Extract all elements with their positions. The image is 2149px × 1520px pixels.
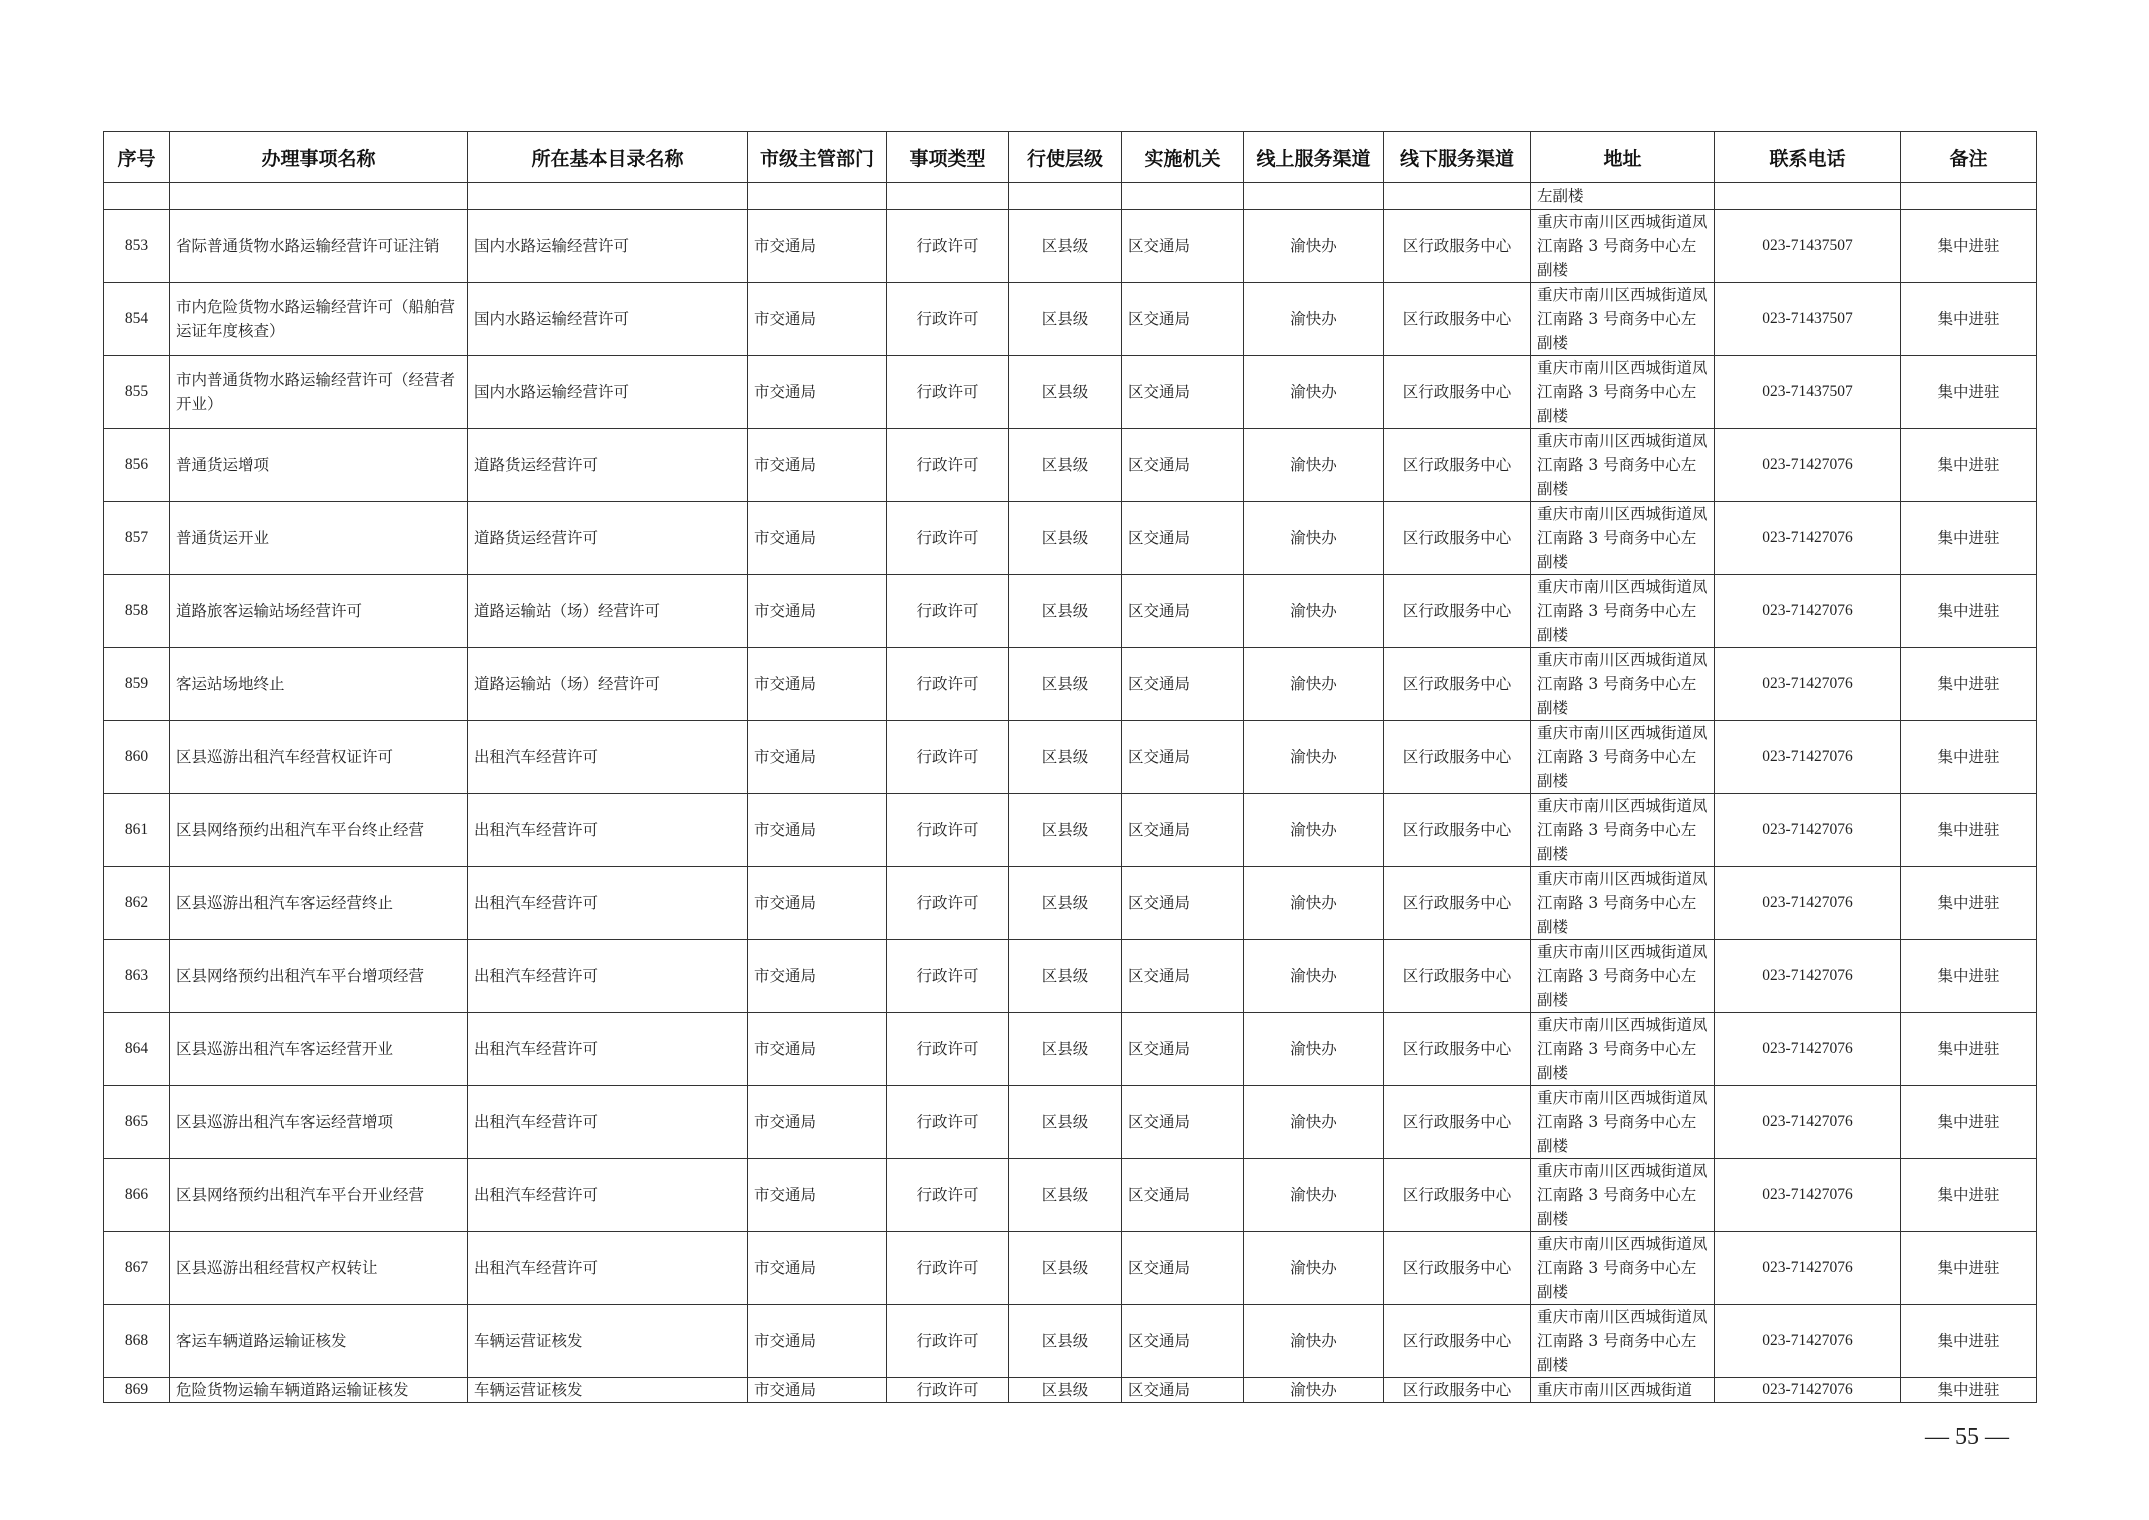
address: 重庆市南川区西城街道凤江南路 3 号商务中心左副楼 <box>1531 1159 1715 1232</box>
offline-channel: 区行政服务中心 <box>1384 940 1531 1013</box>
item-name: 区县巡游出租汽车经营权证许可 <box>170 721 468 794</box>
row-number: 866 <box>104 1159 170 1232</box>
header-remark: 备注 <box>1901 132 2037 183</box>
dept-name: 市交通局 <box>748 940 887 1013</box>
remark: 集中进驻 <box>1901 940 2037 1013</box>
address: 重庆市南川区西城街道凤江南路 3 号商务中心左副楼 <box>1531 1305 1715 1378</box>
row-number: 869 <box>104 1378 170 1403</box>
item-name: 区县巡游出租汽车客运经营终止 <box>170 867 468 940</box>
header-agency: 实施机关 <box>1122 132 1244 183</box>
remark: 集中进驻 <box>1901 721 2037 794</box>
item-type: 行政许可 <box>887 648 1009 721</box>
offline-channel: 区行政服务中心 <box>1384 575 1531 648</box>
dept-name: 市交通局 <box>748 1232 887 1305</box>
exercise-level: 区县级 <box>1009 502 1122 575</box>
row-number: 861 <box>104 794 170 867</box>
exercise-level: 区县级 <box>1009 210 1122 283</box>
table-row <box>104 648 2037 721</box>
row-number: 868 <box>104 1305 170 1378</box>
address: 重庆市南川区西城街道凤江南路 3 号商务中心左副楼 <box>1531 575 1715 648</box>
dept-name: 市交通局 <box>748 502 887 575</box>
address: 重庆市南川区西城街道凤江南路 3 号商务中心左副楼 <box>1531 794 1715 867</box>
agency-name: 区交通局 <box>1122 1086 1244 1159</box>
exercise-level: 区县级 <box>1009 648 1122 721</box>
dept-name: 市交通局 <box>748 794 887 867</box>
address: 重庆市南川区西城街道凤江南路 3 号商务中心左副楼 <box>1531 283 1715 356</box>
header-name: 办理事项名称 <box>170 132 468 183</box>
remark: 集中进驻 <box>1901 575 2037 648</box>
exercise-level: 区县级 <box>1009 794 1122 867</box>
phone-number: 023-71427076 <box>1715 648 1901 721</box>
address: 重庆市南川区西城街道凤江南路 3 号商务中心左副楼 <box>1531 940 1715 1013</box>
remark: 集中进驻 <box>1901 1013 2037 1086</box>
online-channel: 渝快办 <box>1244 356 1384 429</box>
catalog-name: 车辆运营证核发 <box>468 1378 748 1403</box>
online-channel: 渝快办 <box>1244 1159 1384 1232</box>
item-type: 行政许可 <box>887 283 1009 356</box>
exercise-level: 区县级 <box>1009 283 1122 356</box>
item-name: 区县巡游出租经营权产权转让 <box>170 1232 468 1305</box>
header-row <box>104 132 2037 183</box>
phone-number: 023-71427076 <box>1715 1232 1901 1305</box>
online-channel: 渝快办 <box>1244 1378 1384 1403</box>
row-number: 865 <box>104 1086 170 1159</box>
offline-channel: 区行政服务中心 <box>1384 356 1531 429</box>
item-type: 行政许可 <box>887 210 1009 283</box>
online-channel: 渝快办 <box>1244 575 1384 648</box>
exercise-level: 区县级 <box>1009 867 1122 940</box>
address: 重庆市南川区西城街道凤江南路 3 号商务中心左副楼 <box>1531 1232 1715 1305</box>
remark: 集中进驻 <box>1901 1086 2037 1159</box>
remark: 集中进驻 <box>1901 283 2037 356</box>
address: 重庆市南川区西城街道凤江南路 3 号商务中心左副楼 <box>1531 867 1715 940</box>
agency-name: 区交通局 <box>1122 210 1244 283</box>
dept-name: 市交通局 <box>748 1305 887 1378</box>
offline-channel: 区行政服务中心 <box>1384 429 1531 502</box>
item-type: 行政许可 <box>887 1378 1009 1403</box>
exercise-level: 区县级 <box>1009 1232 1122 1305</box>
online-channel: 渝快办 <box>1244 1086 1384 1159</box>
item-type: 行政许可 <box>887 502 1009 575</box>
table-row <box>104 1232 2037 1305</box>
address: 重庆市南川区西城街道凤江南路 3 号商务中心左副楼 <box>1531 502 1715 575</box>
phone-number: 023-71427076 <box>1715 867 1901 940</box>
item-type: 行政许可 <box>887 721 1009 794</box>
item-type: 行政许可 <box>887 429 1009 502</box>
header-type: 事项类型 <box>887 132 1009 183</box>
table-row <box>104 1013 2037 1086</box>
exercise-level: 区县级 <box>1009 575 1122 648</box>
header-level: 行使层级 <box>1009 132 1122 183</box>
agency-name: 区交通局 <box>1122 283 1244 356</box>
phone-number: 023-71427076 <box>1715 794 1901 867</box>
row-number: 853 <box>104 210 170 283</box>
offline-channel: 区行政服务中心 <box>1384 1378 1531 1403</box>
row-number: 854 <box>104 283 170 356</box>
remark: 集中进驻 <box>1901 1305 2037 1378</box>
agency-name: 区交通局 <box>1122 1232 1244 1305</box>
item-name: 客运车辆道路运输证核发 <box>170 1305 468 1378</box>
offline-channel: 区行政服务中心 <box>1384 867 1531 940</box>
dept-name: 市交通局 <box>748 648 887 721</box>
agency-name: 区交通局 <box>1122 794 1244 867</box>
row-number: 860 <box>104 721 170 794</box>
online-channel: 渝快办 <box>1244 940 1384 1013</box>
catalog-name: 出租汽车经营许可 <box>468 721 748 794</box>
dept-name: 市交通局 <box>748 429 887 502</box>
phone-number: 023-71427076 <box>1715 1378 1901 1403</box>
dept-name: 市交通局 <box>748 575 887 648</box>
table-row <box>104 721 2037 794</box>
offline-channel: 区行政服务中心 <box>1384 1159 1531 1232</box>
header-address: 地址 <box>1531 132 1715 183</box>
item-name: 普通货运开业 <box>170 502 468 575</box>
row-number: 862 <box>104 867 170 940</box>
exercise-level: 区县级 <box>1009 1086 1122 1159</box>
row-number: 857 <box>104 502 170 575</box>
row-number: 863 <box>104 940 170 1013</box>
table-row <box>104 210 2037 283</box>
remark: 集中进驻 <box>1901 794 2037 867</box>
item-name: 市内普通货物水路运输经营许可（经营者开业） <box>170 356 468 429</box>
phone-number: 023-71427076 <box>1715 721 1901 794</box>
header-dept: 市级主管部门 <box>748 132 887 183</box>
exercise-level: 区县级 <box>1009 356 1122 429</box>
offline-channel: 区行政服务中心 <box>1384 1013 1531 1086</box>
service-items-table <box>103 131 2037 1403</box>
dept-name: 市交通局 <box>748 1013 887 1086</box>
online-channel: 渝快办 <box>1244 867 1384 940</box>
header-offline: 线下服务渠道 <box>1384 132 1531 183</box>
table-row <box>104 429 2037 502</box>
table-row <box>104 940 2037 1013</box>
offline-channel: 区行政服务中心 <box>1384 648 1531 721</box>
exercise-level: 区县级 <box>1009 1013 1122 1086</box>
table-row <box>104 356 2037 429</box>
catalog-name: 国内水路运输经营许可 <box>468 210 748 283</box>
phone-number: 023-71437507 <box>1715 210 1901 283</box>
phone-number: 023-71427076 <box>1715 502 1901 575</box>
item-name: 区县网络预约出租汽车平台开业经营 <box>170 1159 468 1232</box>
phone-number: 023-71427076 <box>1715 575 1901 648</box>
remark: 集中进驻 <box>1901 502 2037 575</box>
phone-number: 023-71427076 <box>1715 1013 1901 1086</box>
catalog-name: 车辆运营证核发 <box>468 1305 748 1378</box>
online-channel: 渝快办 <box>1244 648 1384 721</box>
catalog-name: 国内水路运输经营许可 <box>468 283 748 356</box>
row-number: 859 <box>104 648 170 721</box>
dept-name: 市交通局 <box>748 1378 887 1403</box>
phone-number: 023-71427076 <box>1715 940 1901 1013</box>
agency-name: 区交通局 <box>1122 648 1244 721</box>
table-row <box>104 1305 2037 1378</box>
agency-name: 区交通局 <box>1122 575 1244 648</box>
item-name: 道路旅客运输站场经营许可 <box>170 575 468 648</box>
table-row <box>104 1159 2037 1232</box>
agency-name: 区交通局 <box>1122 1013 1244 1086</box>
online-channel: 渝快办 <box>1244 1013 1384 1086</box>
address: 重庆市南川区西城街道凤江南路 3 号商务中心左副楼 <box>1531 1013 1715 1086</box>
header-phone: 联系电话 <box>1715 132 1901 183</box>
item-name: 市内危险货物水路运输经营许可（船舶营运证年度核查） <box>170 283 468 356</box>
address: 重庆市南川区西城街道凤江南路 3 号商务中心左副楼 <box>1531 429 1715 502</box>
header-catalog: 所在基本目录名称 <box>468 132 748 183</box>
agency-name: 区交通局 <box>1122 1159 1244 1232</box>
address: 重庆市南川区西城街道凤江南路 3 号商务中心左副楼 <box>1531 648 1715 721</box>
agency-name: 区交通局 <box>1122 502 1244 575</box>
online-channel: 渝快办 <box>1244 283 1384 356</box>
item-name: 区县网络预约出租汽车平台终止经营 <box>170 794 468 867</box>
table-row <box>104 575 2037 648</box>
offline-channel: 区行政服务中心 <box>1384 1305 1531 1378</box>
item-type: 行政许可 <box>887 1013 1009 1086</box>
phone-number: 023-71437507 <box>1715 283 1901 356</box>
online-channel: 渝快办 <box>1244 502 1384 575</box>
offline-channel: 区行政服务中心 <box>1384 794 1531 867</box>
carryover-address: 左副楼 <box>1531 183 1715 210</box>
remark: 集中进驻 <box>1901 429 2037 502</box>
offline-channel: 区行政服务中心 <box>1384 502 1531 575</box>
item-type: 行政许可 <box>887 575 1009 648</box>
catalog-name: 出租汽车经营许可 <box>468 940 748 1013</box>
agency-name: 区交通局 <box>1122 867 1244 940</box>
catalog-name: 国内水路运输经营许可 <box>468 356 748 429</box>
row-number: 855 <box>104 356 170 429</box>
page-number: — 55 — <box>1925 1424 2009 1450</box>
online-channel: 渝快办 <box>1244 1232 1384 1305</box>
table-row <box>104 867 2037 940</box>
phone-number: 023-71437507 <box>1715 356 1901 429</box>
row-number: 858 <box>104 575 170 648</box>
remark: 集中进驻 <box>1901 210 2037 283</box>
address: 重庆市南川区西城街道凤江南路 3 号商务中心左副楼 <box>1531 1086 1715 1159</box>
catalog-name: 道路运输站（场）经营许可 <box>468 575 748 648</box>
item-name: 区县巡游出租汽车客运经营开业 <box>170 1013 468 1086</box>
remark: 集中进驻 <box>1901 648 2037 721</box>
item-name: 普通货运增项 <box>170 429 468 502</box>
offline-channel: 区行政服务中心 <box>1384 283 1531 356</box>
dept-name: 市交通局 <box>748 1086 887 1159</box>
agency-name: 区交通局 <box>1122 940 1244 1013</box>
remark: 集中进驻 <box>1901 867 2037 940</box>
catalog-name: 出租汽车经营许可 <box>468 867 748 940</box>
offline-channel: 区行政服务中心 <box>1384 721 1531 794</box>
exercise-level: 区县级 <box>1009 1378 1122 1403</box>
address: 重庆市南川区西城街道凤江南路 3 号商务中心左副楼 <box>1531 721 1715 794</box>
catalog-name: 道路货运经营许可 <box>468 502 748 575</box>
item-type: 行政许可 <box>887 1305 1009 1378</box>
catalog-name: 道路货运经营许可 <box>468 429 748 502</box>
online-channel: 渝快办 <box>1244 429 1384 502</box>
item-type: 行政许可 <box>887 1086 1009 1159</box>
item-type: 行政许可 <box>887 1232 1009 1305</box>
catalog-name: 出租汽车经营许可 <box>468 1232 748 1305</box>
row-number: 856 <box>104 429 170 502</box>
exercise-level: 区县级 <box>1009 721 1122 794</box>
offline-channel: 区行政服务中心 <box>1384 210 1531 283</box>
dept-name: 市交通局 <box>748 1159 887 1232</box>
header-no: 序号 <box>104 132 170 183</box>
dept-name: 市交通局 <box>748 210 887 283</box>
exercise-level: 区县级 <box>1009 1159 1122 1232</box>
item-name: 省际普通货物水路运输经营许可证注销 <box>170 210 468 283</box>
item-type: 行政许可 <box>887 940 1009 1013</box>
phone-number: 023-71427076 <box>1715 1159 1901 1232</box>
catalog-name: 出租汽车经营许可 <box>468 1013 748 1086</box>
phone-number: 023-71427076 <box>1715 1086 1901 1159</box>
address: 重庆市南川区西城街道凤江南路 3 号商务中心左副楼 <box>1531 356 1715 429</box>
item-type: 行政许可 <box>887 1159 1009 1232</box>
row-number: 864 <box>104 1013 170 1086</box>
agency-name: 区交通局 <box>1122 1378 1244 1403</box>
dept-name: 市交通局 <box>748 721 887 794</box>
dept-name: 市交通局 <box>748 867 887 940</box>
table-row <box>104 1086 2037 1159</box>
remark: 集中进驻 <box>1901 1159 2037 1232</box>
agency-name: 区交通局 <box>1122 429 1244 502</box>
offline-channel: 区行政服务中心 <box>1384 1232 1531 1305</box>
item-type: 行政许可 <box>887 794 1009 867</box>
catalog-name: 出租汽车经营许可 <box>468 1159 748 1232</box>
agency-name: 区交通局 <box>1122 356 1244 429</box>
exercise-level: 区县级 <box>1009 1305 1122 1378</box>
table-row <box>104 283 2037 356</box>
agency-name: 区交通局 <box>1122 721 1244 794</box>
offline-channel: 区行政服务中心 <box>1384 1086 1531 1159</box>
remark: 集中进驻 <box>1901 1232 2037 1305</box>
header-online: 线上服务渠道 <box>1244 132 1384 183</box>
address: 重庆市南川区西城街道 <box>1531 1378 1715 1403</box>
dept-name: 市交通局 <box>748 283 887 356</box>
phone-number: 023-71427076 <box>1715 1305 1901 1378</box>
table-row <box>104 1378 2037 1403</box>
dept-name: 市交通局 <box>748 356 887 429</box>
carryover-row <box>104 183 2037 210</box>
table-row <box>104 502 2037 575</box>
address: 重庆市南川区西城街道凤江南路 3 号商务中心左副楼 <box>1531 210 1715 283</box>
catalog-name: 出租汽车经营许可 <box>468 794 748 867</box>
exercise-level: 区县级 <box>1009 940 1122 1013</box>
remark: 集中进驻 <box>1901 356 2037 429</box>
online-channel: 渝快办 <box>1244 210 1384 283</box>
item-name: 危险货物运输车辆道路运输证核发 <box>170 1378 468 1403</box>
item-name: 区县巡游出租汽车客运经营增项 <box>170 1086 468 1159</box>
item-type: 行政许可 <box>887 867 1009 940</box>
online-channel: 渝快办 <box>1244 721 1384 794</box>
agency-name: 区交通局 <box>1122 1305 1244 1378</box>
remark: 集中进驻 <box>1901 1378 2037 1403</box>
exercise-level: 区县级 <box>1009 429 1122 502</box>
online-channel: 渝快办 <box>1244 1305 1384 1378</box>
item-name: 客运站场地终止 <box>170 648 468 721</box>
catalog-name: 出租汽车经营许可 <box>468 1086 748 1159</box>
table-row <box>104 794 2037 867</box>
item-type: 行政许可 <box>887 356 1009 429</box>
catalog-name: 道路运输站（场）经营许可 <box>468 648 748 721</box>
row-number: 867 <box>104 1232 170 1305</box>
item-name: 区县网络预约出租汽车平台增项经营 <box>170 940 468 1013</box>
online-channel: 渝快办 <box>1244 794 1384 867</box>
phone-number: 023-71427076 <box>1715 429 1901 502</box>
